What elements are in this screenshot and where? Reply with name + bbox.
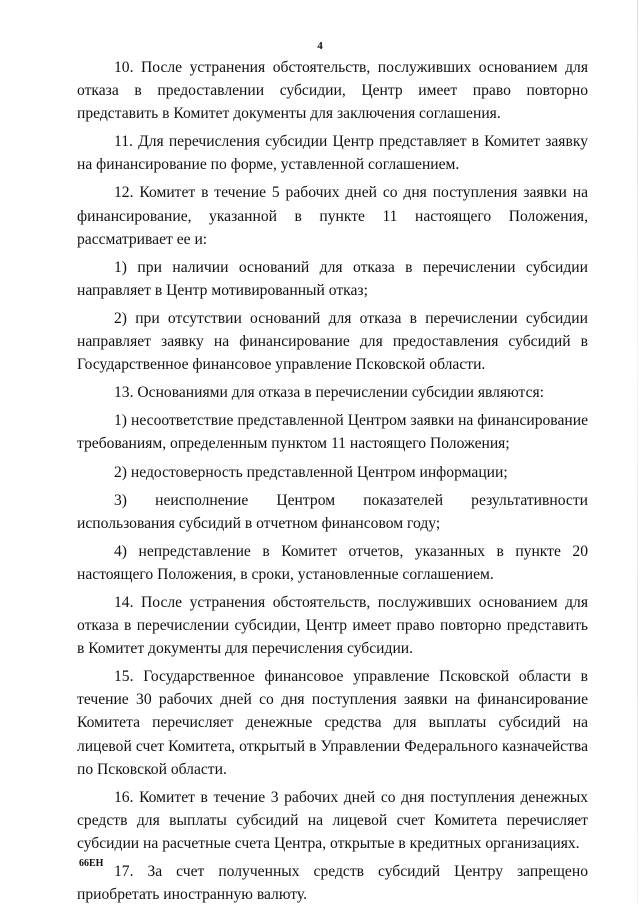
paragraph-12-item-1: 1) при наличии оснований для отказа в перечислении субсидии направляет в Центр мотивированный отказ; — [77, 258, 588, 299]
paragraph-16: 16. Комитет в течение 3 рабочих дней со дня поступления денежных средств для выплаты субсидий на лицевой счет Комитета перечисляет субсидии на расчетные счета Центра, открытые в кредитных организациях. — [77, 788, 588, 852]
paragraph-13: 13. Основаниями для отказа в перечислении субсидии являются: — [114, 384, 544, 402]
paragraph-13-item-4: 4) непредставление в Комитет отчетов, указанных в пункте 20 настоящего Положения, в сроки, установленные соглашением. — [77, 542, 588, 583]
document-body — [77, 56, 588, 906]
document-code: 66ЕН — [79, 858, 104, 869]
paragraph-13-item-2: 2) недостоверность представленной Центром информации; — [114, 463, 508, 481]
paragraph-14: 14. После устранения обстоятельств, послуживших основанием для отказа в перечислении субсидии, Центр имеет право повторно представить в Комитет документы для перечисления субсидии. — [77, 593, 588, 658]
paragraph-11: 11. Для перечисления субсидии Центр представляет в Комитет заявку на финансирование по форме, уставленной соглашением. — [77, 133, 588, 174]
paragraph-17: 17. За счет полученных средств субсидий Центру запрещено приобретать иностранную валюту. — [77, 863, 588, 904]
scan-edge — [637, 0, 638, 905]
paragraph-12: 12. Комитет в течение 5 рабочих дней со дня поступления заявки на финансирование, указанной в пункте 11 настоящего Положения, рассматривает ее и: — [77, 184, 588, 248]
paragraph-10: 10. После устранения обстоятельств, послуживших основанием для отказа в предоставлении субсидии, Центр имеет право повторно представить в Комитет документы для заключения соглашения. — [77, 59, 588, 123]
paragraph-13-item-1: 1) несоответствие представленной Центром заявки на финансирование требованиям, определенным пунктом 11 настоящего Положения; — [77, 412, 588, 453]
paragraph-13-item-3: 3) неисполнение Центром показателей результативности использования субсидий в отчетном финансовом году; — [77, 491, 588, 532]
page-number: 4 — [317, 40, 323, 52]
paragraph-12-item-2: 2) при отсутствии оснований для отказа в перечислении субсидии направляет заявку на финансирование для предоставления субсидий в Государственное финансовое управление Псковской области. — [77, 309, 588, 374]
paragraph-15: 15. Государственное финансовое управление Псковской области в течение 30 рабочих дней со дня поступления заявки на финансирование Комитета перечисляет денежные средства для выплаты субсидий на лицевой счет Комитета, открытый в Управлении Федерального казначейства по Псковской области. — [77, 668, 588, 778]
